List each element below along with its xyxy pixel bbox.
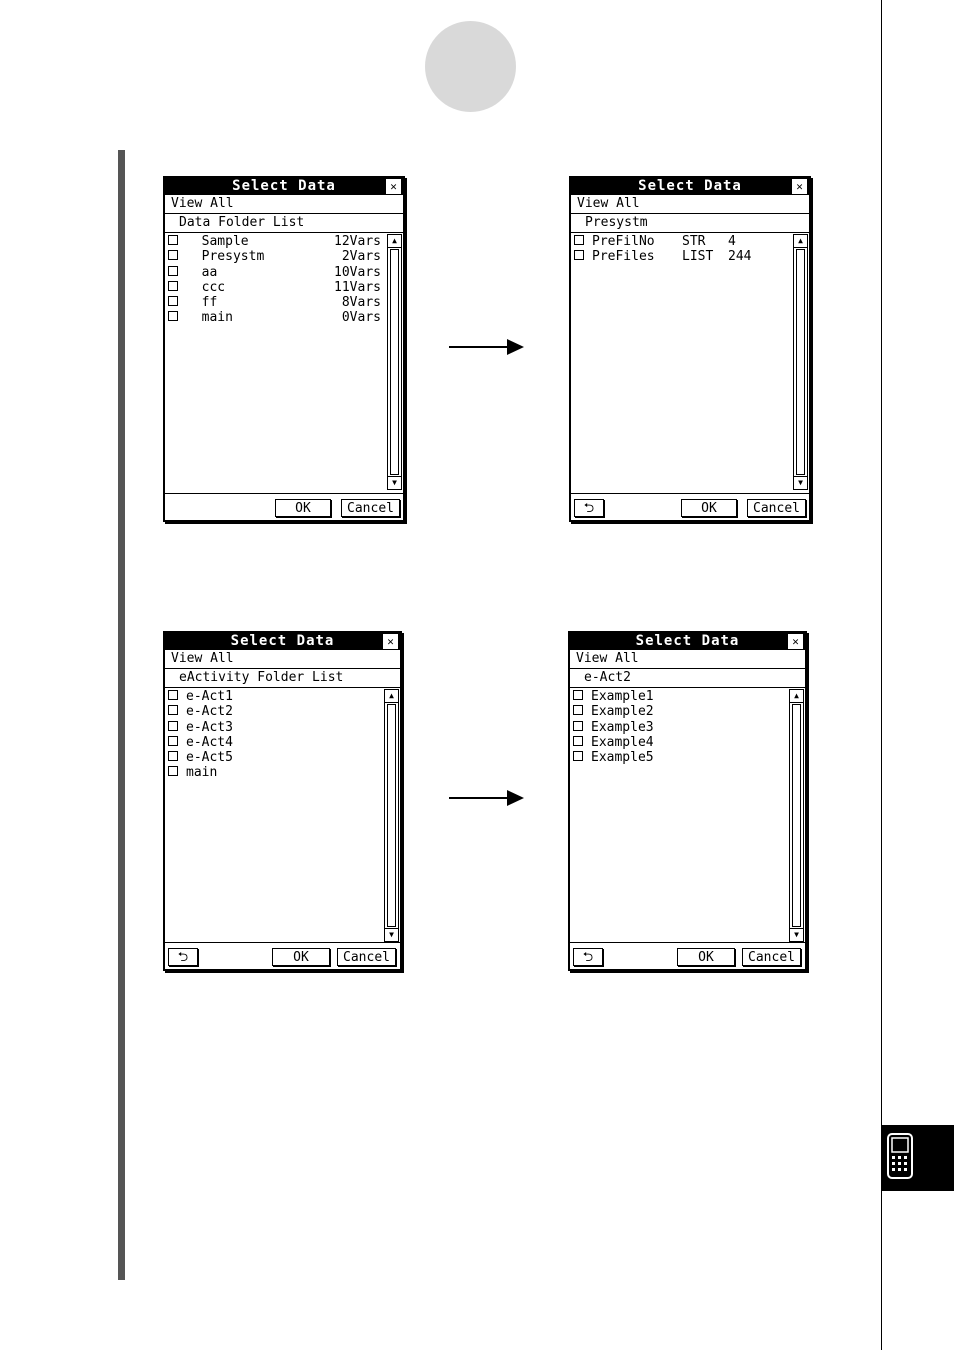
variable-list [571, 234, 791, 265]
arrow-right-icon [449, 338, 525, 356]
scroll-up-icon[interactable]: ▲ [388, 235, 401, 248]
list-item[interactable] [570, 720, 787, 735]
dialog-title: Select Data [570, 633, 805, 650]
checkbox[interactable] [574, 235, 584, 245]
item-type: STR [682, 234, 706, 249]
item-count: 12Vars [334, 234, 381, 249]
checkbox[interactable] [573, 721, 583, 731]
item-count: 10Vars [334, 264, 381, 280]
item-name: PreFiles [592, 249, 655, 265]
dialog-footer [165, 493, 403, 520]
dialog-footer [165, 942, 400, 969]
checkbox[interactable] [168, 736, 178, 746]
list-item[interactable] [571, 234, 791, 249]
ok-button[interactable]: OK [677, 948, 735, 966]
item-name: ff [201, 295, 218, 311]
item-size: 244 [728, 249, 752, 265]
dialog-footer [570, 942, 805, 969]
list-item[interactable] [165, 689, 382, 704]
list-header: eActivity Folder List [165, 669, 400, 688]
item-name: Example1 [591, 689, 654, 704]
select-data-dialog-eactivity-folders [163, 631, 402, 971]
chapter-marker-circle [425, 21, 516, 112]
scroll-up-icon[interactable]: ▲ [794, 235, 807, 248]
item-name: Presystm [201, 249, 265, 265]
item-name: Example3 [591, 719, 654, 735]
scroll-track[interactable] [792, 704, 801, 927]
dialog-title: Select Data [165, 178, 403, 195]
folder-list [165, 234, 385, 326]
list-item[interactable] [165, 295, 385, 310]
list-item[interactable] [165, 265, 385, 280]
ok-button[interactable]: OK [272, 948, 330, 966]
list-header: Data Folder List [165, 214, 403, 233]
checkbox[interactable] [573, 705, 583, 715]
cancel-button[interactable]: Cancel [341, 499, 400, 517]
scroll-up-icon[interactable]: ▲ [385, 690, 398, 703]
calculator-icon [886, 1133, 916, 1179]
scrollbar[interactable] [384, 689, 399, 942]
scroll-track[interactable] [796, 249, 805, 475]
list-header: Presystm [571, 214, 809, 233]
item-name: PreFilNo [592, 234, 655, 249]
item-name: main [201, 310, 233, 326]
scroll-down-icon[interactable]: ▼ [790, 928, 803, 941]
back-arrow-icon[interactable]: ⮌ [573, 948, 603, 966]
item-count: 11Vars [334, 279, 381, 295]
item-name: e-Act1 [186, 689, 233, 704]
cancel-button[interactable]: Cancel [337, 948, 396, 966]
scroll-down-icon[interactable]: ▼ [388, 476, 401, 489]
scrollbar[interactable] [789, 689, 804, 942]
checkbox[interactable] [574, 250, 584, 260]
scroll-up-icon[interactable]: ▲ [790, 690, 803, 703]
ok-button[interactable]: OK [681, 499, 737, 517]
checkbox[interactable] [168, 690, 178, 700]
list-item[interactable] [570, 750, 787, 765]
back-arrow-icon[interactable]: ⮌ [168, 948, 198, 966]
select-data-dialog-presystm [569, 176, 811, 522]
list-item[interactable] [165, 234, 385, 249]
item-count: 8Vars [341, 295, 381, 311]
checkbox[interactable] [168, 281, 178, 291]
item-name: ccc [201, 279, 226, 295]
close-icon[interactable]: ✕ [792, 179, 807, 194]
checkbox[interactable] [168, 250, 178, 260]
dialog-title: Select Data [571, 178, 809, 195]
list-item[interactable] [165, 249, 385, 264]
view-all-menu[interactable]: View All [165, 650, 400, 669]
list-item[interactable] [571, 249, 791, 264]
checkbox[interactable] [168, 721, 178, 731]
checkbox[interactable] [573, 736, 583, 746]
list-item[interactable] [570, 704, 787, 719]
back-arrow-icon[interactable]: ⮌ [574, 499, 604, 517]
scrollbar[interactable] [793, 234, 808, 490]
ok-button[interactable]: OK [275, 499, 331, 517]
close-icon[interactable]: ✕ [383, 634, 398, 649]
select-data-dialog-e-act2 [568, 631, 807, 971]
cancel-button[interactable]: Cancel [742, 948, 801, 966]
checkbox[interactable] [573, 690, 583, 700]
item-name: Example2 [591, 704, 654, 720]
list-item[interactable] [165, 750, 382, 765]
scroll-track[interactable] [387, 704, 396, 927]
scroll-track[interactable] [390, 249, 399, 475]
scrollbar[interactable] [387, 234, 402, 490]
item-name: e-Act2 [186, 704, 233, 720]
item-name: Example4 [591, 734, 654, 750]
checkbox[interactable] [168, 296, 178, 306]
list-header: e-Act2 [570, 669, 805, 688]
chapter-side-tab [882, 1125, 954, 1191]
list-item[interactable] [165, 704, 382, 719]
checkbox[interactable] [168, 766, 178, 776]
list-item[interactable] [165, 765, 382, 780]
item-count: 0Vars [341, 310, 381, 326]
view-all-menu[interactable]: View All [571, 195, 809, 214]
left-margin-bar [118, 150, 125, 1280]
scroll-down-icon[interactable]: ▼ [794, 476, 807, 489]
select-data-dialog-folders [163, 176, 405, 522]
checkbox[interactable] [168, 235, 178, 245]
list-item[interactable] [165, 280, 385, 295]
item-name: main [186, 765, 218, 781]
list-item[interactable] [570, 689, 787, 704]
item-name: e-Act3 [186, 719, 233, 735]
item-name: Example5 [591, 750, 654, 766]
item-name: e-Act5 [186, 750, 233, 766]
checkbox[interactable] [168, 266, 178, 276]
list-item[interactable] [165, 310, 385, 325]
item-count: 2Vars [341, 249, 381, 265]
item-name: aa [201, 264, 218, 280]
dialog-title: Select Data [165, 633, 400, 650]
checkbox[interactable] [168, 311, 178, 321]
checkbox[interactable] [168, 751, 178, 761]
item-type: LIST [682, 249, 714, 265]
cancel-button[interactable]: Cancel [747, 499, 806, 517]
view-all-menu[interactable]: View All [165, 195, 403, 214]
item-size: 4 [728, 234, 736, 249]
list-item[interactable] [570, 735, 787, 750]
checkbox[interactable] [168, 705, 178, 715]
item-name: e-Act4 [186, 734, 233, 750]
close-icon[interactable]: ✕ [386, 179, 401, 194]
item-name: Sample [201, 234, 249, 249]
close-icon[interactable]: ✕ [788, 634, 803, 649]
scroll-down-icon[interactable]: ▼ [385, 928, 398, 941]
list-item[interactable] [165, 735, 382, 750]
checkbox[interactable] [573, 751, 583, 761]
example-list [570, 689, 787, 765]
dialog-footer [571, 493, 809, 520]
eactivity-folder-list [165, 689, 382, 781]
view-all-menu[interactable]: View All [570, 650, 805, 669]
arrow-right-icon [449, 789, 525, 807]
list-item[interactable] [165, 720, 382, 735]
